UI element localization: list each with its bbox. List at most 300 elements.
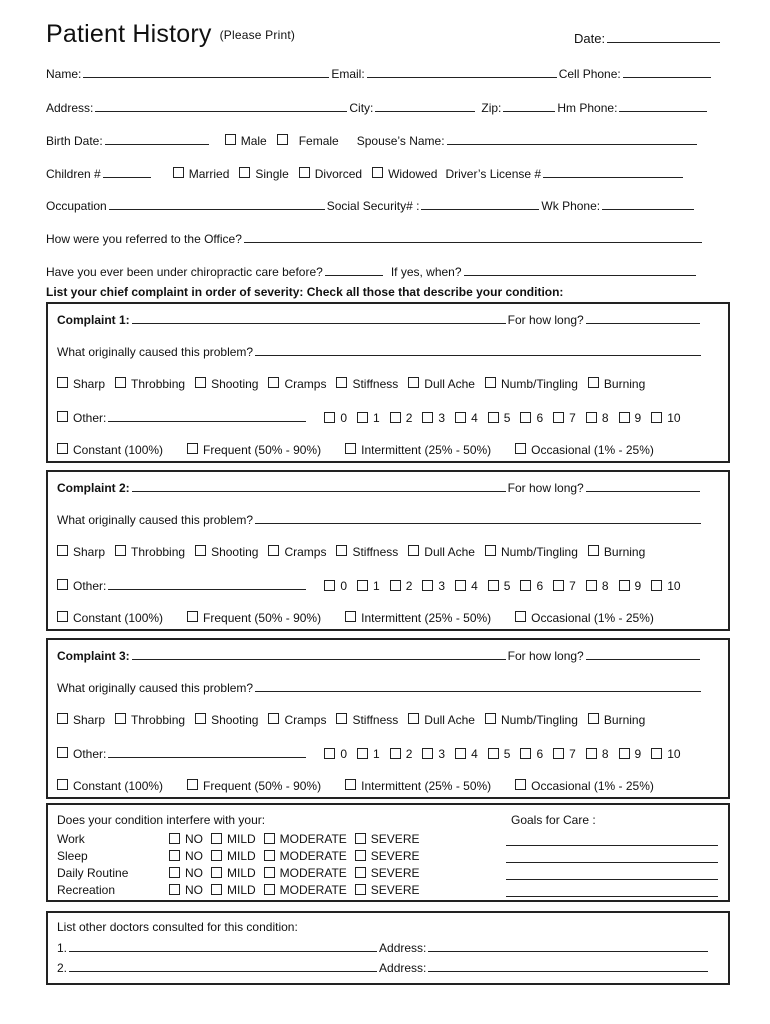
scale-10-label: 10 <box>667 747 681 761</box>
row-referred <box>46 231 704 246</box>
row-birth <box>46 133 699 148</box>
sharp-checkbox[interactable] <box>57 377 68 388</box>
female-checkbox[interactable] <box>277 134 288 145</box>
scale-7-label: 7 <box>569 747 576 761</box>
stiffness-checkbox[interactable] <box>336 713 347 724</box>
severity-no-checkbox[interactable] <box>169 833 180 844</box>
doctor-name-line[interactable] <box>69 940 377 952</box>
scale-5-label: 5 <box>503 411 511 425</box>
sharp-checkbox[interactable] <box>57 713 68 724</box>
frequent-checkbox[interactable] <box>187 611 198 622</box>
other-checkbox[interactable] <box>57 411 68 422</box>
dull-ache-label: Dull Ache <box>424 713 475 727</box>
scale-5-checkbox[interactable] <box>488 580 499 591</box>
doctor-address-line[interactable] <box>428 940 708 952</box>
chiro-line[interactable] <box>325 264 383 276</box>
widowed-label: Widowed <box>388 167 438 181</box>
other-scale-row <box>57 578 681 593</box>
birth-line[interactable] <box>105 133 209 145</box>
severity-no-checkbox[interactable] <box>169 867 180 878</box>
hm-phone-label: Hm Phone: <box>557 101 618 115</box>
severity-no-checkbox[interactable] <box>169 884 180 895</box>
dull-ache-checkbox[interactable] <box>408 545 419 556</box>
row-address <box>46 100 709 115</box>
throbbing-checkbox[interactable] <box>115 377 126 388</box>
severity-table <box>57 830 427 898</box>
severity-row-label-cell <box>57 864 169 881</box>
severity-mild-checkbox[interactable] <box>211 833 222 844</box>
scale-10-checkbox[interactable] <box>651 412 662 423</box>
severity-mild-label: MILD <box>227 831 256 846</box>
for-how-long-label: For how long? <box>507 481 584 495</box>
severity-mild-checkbox[interactable] <box>211 867 222 878</box>
intermittent-checkbox[interactable] <box>345 443 356 454</box>
city-label: City: <box>349 101 374 115</box>
spouse-line[interactable] <box>447 133 697 145</box>
stiffness-label: Stiffness <box>352 377 399 391</box>
numb-tingling-label: Numb/Tingling <box>500 377 578 391</box>
scale-10-checkbox[interactable] <box>651 748 662 759</box>
severity-moderate-checkbox[interactable] <box>264 867 275 878</box>
severity-row-label-cell <box>57 830 169 847</box>
scale-3-label: 3 <box>438 747 446 761</box>
scale-9-checkbox[interactable] <box>619 412 630 423</box>
doctor-address-line[interactable] <box>428 960 708 972</box>
date-label: Date: <box>574 31 606 46</box>
scale-4-label: 4 <box>471 411 478 425</box>
scale-7-label: 7 <box>569 579 576 593</box>
symptoms-row <box>57 545 645 559</box>
interference-table <box>57 830 427 898</box>
severity-mild-checkbox[interactable] <box>211 850 222 861</box>
cause-label: What originally caused this problem? <box>57 513 254 527</box>
intermittent-label: Intermittent (25% - 50%) <box>361 611 492 625</box>
complaint-line[interactable] <box>132 480 506 492</box>
throbbing-label: Throbbing <box>131 377 186 391</box>
scale-10-label: 10 <box>667 411 681 425</box>
numb-tingling-label: Numb/Tingling <box>500 713 578 727</box>
zip-line[interactable] <box>503 100 555 112</box>
sharp-label: Sharp <box>73 713 106 727</box>
complaint-line[interactable] <box>132 312 506 324</box>
other-checkbox[interactable] <box>57 579 68 590</box>
widowed-checkbox[interactable] <box>372 167 383 178</box>
burning-label: Burning <box>603 713 646 727</box>
other-scale-row <box>57 746 681 761</box>
other-label: Other: <box>73 579 107 593</box>
scale-2-checkbox[interactable] <box>390 412 401 423</box>
cell-label: Cell Phone: <box>558 67 621 81</box>
cause-line[interactable] <box>255 680 701 692</box>
scale-7-checkbox[interactable] <box>553 580 564 591</box>
frequent-label: Frequent (50% - 90%) <box>203 779 322 793</box>
severity-moderate-label: MODERATE <box>279 865 347 880</box>
scale-1-checkbox[interactable] <box>357 748 368 759</box>
shooting-checkbox[interactable] <box>195 545 206 556</box>
doctor-number: 2. <box>57 961 68 975</box>
severity-severe-label: SEVERE <box>370 865 420 880</box>
scale-4-checkbox[interactable] <box>455 412 466 423</box>
referred-label: How were you referred to the Office? <box>46 232 242 246</box>
single-label: Single <box>255 167 289 181</box>
severity-severe-label: SEVERE <box>370 831 420 846</box>
cause-line[interactable] <box>255 512 701 524</box>
dull-ache-label: Dull Ache <box>424 545 475 559</box>
interference-box <box>46 803 730 902</box>
scale-4-checkbox[interactable] <box>455 580 466 591</box>
license-line[interactable] <box>543 166 683 178</box>
scale-6-checkbox[interactable] <box>520 412 531 423</box>
intermittent-checkbox[interactable] <box>345 779 356 790</box>
severity-moderate-label: MODERATE <box>279 831 347 846</box>
title-subtitle: (Please Print) <box>219 28 296 42</box>
numb-tingling-checkbox[interactable] <box>485 377 496 388</box>
scale-9-checkbox[interactable] <box>619 580 630 591</box>
scale-8-label: 8 <box>601 411 609 425</box>
scale-3-checkbox[interactable] <box>422 412 433 423</box>
severity-row-label: Work <box>57 831 85 846</box>
severity-option-cell <box>355 830 428 847</box>
scale-6-label: 6 <box>536 411 544 425</box>
scale-10-checkbox[interactable] <box>651 580 662 591</box>
cause-row <box>57 512 703 527</box>
severity-option-cell <box>264 881 355 898</box>
scale-3-checkbox[interactable] <box>422 580 433 591</box>
complaint-label: Complaint 1: <box>57 313 130 327</box>
cramps-label: Cramps <box>284 545 327 559</box>
wk-phone-line[interactable] <box>602 198 694 210</box>
frequency-row <box>57 611 668 625</box>
male-checkbox[interactable] <box>225 134 236 145</box>
for-how-long-line[interactable] <box>586 648 700 660</box>
severity-option-cell <box>211 864 264 881</box>
sharp-label: Sharp <box>73 545 106 559</box>
cramps-checkbox[interactable] <box>268 545 279 556</box>
doctor-row-1 <box>57 940 710 955</box>
scale-6-label: 6 <box>536 747 544 761</box>
scale-2-label: 2 <box>405 747 413 761</box>
severity-moderate-checkbox[interactable] <box>264 850 275 861</box>
complaint-line[interactable] <box>132 648 506 660</box>
other-line[interactable] <box>108 578 306 590</box>
scale-4-label: 4 <box>471 747 478 761</box>
wk-phone-label: Wk Phone: <box>541 199 601 213</box>
row-children <box>46 166 685 181</box>
scale-2-label: 2 <box>405 411 413 425</box>
occupation-label: Occupation <box>46 199 107 213</box>
other-label: Other: <box>73 411 107 425</box>
severity-row <box>57 864 427 881</box>
for-how-long-label: For how long? <box>507 649 584 663</box>
cramps-label: Cramps <box>284 377 327 391</box>
dull-ache-label: Dull Ache <box>424 377 475 391</box>
scale-0-checkbox[interactable] <box>324 748 335 759</box>
scale-6-checkbox[interactable] <box>520 580 531 591</box>
row-occupation <box>46 198 696 213</box>
spouse-label: Spouse’s Name: <box>356 134 445 148</box>
severity-severe-label: SEVERE <box>370 882 420 897</box>
frequent-label: Frequent (50% - 90%) <box>203 611 322 625</box>
married-label: Married <box>188 167 230 181</box>
scale-3-checkbox[interactable] <box>422 748 433 759</box>
scale-0-label: 0 <box>340 411 348 425</box>
cramps-label: Cramps <box>284 713 327 727</box>
severity-option-cell <box>355 847 428 864</box>
scale-10-label: 10 <box>667 579 681 593</box>
dull-ache-checkbox[interactable] <box>408 713 419 724</box>
constant-checkbox[interactable] <box>57 443 68 454</box>
severity-no-checkbox[interactable] <box>169 850 180 861</box>
intermittent-checkbox[interactable] <box>345 611 356 622</box>
pain-scale <box>314 411 680 425</box>
severity-severe-checkbox[interactable] <box>355 867 366 878</box>
pain-scale <box>314 747 680 761</box>
cramps-checkbox[interactable] <box>268 377 279 388</box>
throbbing-label: Throbbing <box>131 713 186 727</box>
severity-option-cell <box>169 847 211 864</box>
page-title <box>46 20 295 49</box>
complaint-box <box>46 470 730 631</box>
sharp-label: Sharp <box>73 377 106 391</box>
scale-7-checkbox[interactable] <box>553 412 564 423</box>
scale-3-label: 3 <box>438 579 446 593</box>
cause-line[interactable] <box>255 344 701 356</box>
severity-severe-checkbox[interactable] <box>355 833 366 844</box>
scale-1-label: 1 <box>373 411 380 425</box>
doctor-number: 1. <box>57 941 68 955</box>
complaint-label: Complaint 2: <box>57 481 130 495</box>
constant-checkbox[interactable] <box>57 611 68 622</box>
license-label: Driver’s License # <box>445 167 542 181</box>
severity-row-label-cell <box>57 847 169 864</box>
single-checkbox[interactable] <box>239 167 250 178</box>
email-label: Email: <box>331 67 365 81</box>
date-line[interactable] <box>607 31 720 43</box>
cause-row <box>57 680 703 695</box>
complaint-box <box>46 638 730 799</box>
severity-moderate-checkbox[interactable] <box>264 884 275 895</box>
scale-2-checkbox[interactable] <box>390 580 401 591</box>
doctor-row-2 <box>57 960 710 975</box>
scale-6-label: 6 <box>536 579 544 593</box>
name-label: Name: <box>46 67 82 81</box>
email-line[interactable] <box>367 66 557 78</box>
dull-ache-checkbox[interactable] <box>408 377 419 388</box>
severity-moderate-label: MODERATE <box>279 848 347 863</box>
severity-row-label-cell <box>57 881 169 898</box>
severity-mild-label: MILD <box>227 882 256 897</box>
numb-tingling-checkbox[interactable] <box>485 545 496 556</box>
scale-1-checkbox[interactable] <box>357 412 368 423</box>
other-scale-row <box>57 410 681 425</box>
title-text: Patient History <box>46 20 212 48</box>
scale-1-checkbox[interactable] <box>357 580 368 591</box>
address-line[interactable] <box>95 100 347 112</box>
children-label: Children # <box>46 167 101 181</box>
scale-5-checkbox[interactable] <box>488 412 499 423</box>
shooting-label: Shooting <box>211 545 259 559</box>
doctors-box <box>46 911 730 985</box>
severity-no-label: NO <box>185 882 203 897</box>
goals-line[interactable] <box>506 834 718 846</box>
numb-tingling-checkbox[interactable] <box>485 713 496 724</box>
scale-0-label: 0 <box>340 747 348 761</box>
cause-label: What originally caused this problem? <box>57 681 254 695</box>
scale-8-checkbox[interactable] <box>586 412 597 423</box>
referred-line[interactable] <box>244 231 702 243</box>
scale-9-label: 9 <box>634 747 642 761</box>
stiffness-label: Stiffness <box>352 545 399 559</box>
children-line[interactable] <box>103 166 151 178</box>
doctor-address-label: Address: <box>379 941 427 955</box>
frequency-row <box>57 443 668 457</box>
zip-label: Zip: <box>481 101 502 115</box>
scale-3-label: 3 <box>438 411 446 425</box>
burning-checkbox[interactable] <box>588 713 599 724</box>
severity-mild-checkbox[interactable] <box>211 884 222 895</box>
severity-option-cell <box>211 847 264 864</box>
married-checkbox[interactable] <box>173 167 184 178</box>
scale-7-label: 7 <box>569 411 576 425</box>
complaint-box <box>46 302 730 463</box>
address-label: Address: <box>46 101 94 115</box>
severity-row <box>57 881 427 898</box>
severity-row-label: Recreation <box>57 882 116 897</box>
goals-label: Goals for Care : <box>511 813 596 827</box>
ifyes-line[interactable] <box>464 264 696 276</box>
other-line[interactable] <box>108 746 306 758</box>
complaint-row <box>57 312 702 327</box>
complaint-row <box>57 648 702 663</box>
severity-row-label: Daily Routine <box>57 865 129 880</box>
intermittent-label: Intermittent (25% - 50%) <box>361 779 492 793</box>
scale-6-checkbox[interactable] <box>520 748 531 759</box>
occasional-label: Occasional (1% - 25%) <box>531 443 654 457</box>
numb-tingling-label: Numb/Tingling <box>500 545 578 559</box>
cramps-checkbox[interactable] <box>268 713 279 724</box>
burning-checkbox[interactable] <box>588 377 599 388</box>
occasional-label: Occasional (1% - 25%) <box>531 611 654 625</box>
scale-8-checkbox[interactable] <box>586 748 597 759</box>
constant-checkbox[interactable] <box>57 779 68 790</box>
severity-row <box>57 847 427 864</box>
occasional-checkbox[interactable] <box>515 779 526 790</box>
shooting-checkbox[interactable] <box>195 713 206 724</box>
severity-option-cell <box>169 830 211 847</box>
doctors-label: List other doctors consulted for this condition: <box>57 920 298 934</box>
throbbing-checkbox[interactable] <box>115 713 126 724</box>
burning-label: Burning <box>603 377 646 391</box>
goals-line[interactable] <box>506 868 718 880</box>
occasional-checkbox[interactable] <box>515 443 526 454</box>
name-line[interactable] <box>83 66 329 78</box>
scale-0-label: 0 <box>340 579 348 593</box>
severity-severe-checkbox[interactable] <box>355 850 366 861</box>
goals-line[interactable] <box>506 851 718 863</box>
scale-9-label: 9 <box>634 579 642 593</box>
throbbing-checkbox[interactable] <box>115 545 126 556</box>
hm-phone-line[interactable] <box>619 100 707 112</box>
scale-8-label: 8 <box>601 747 609 761</box>
frequent-checkbox[interactable] <box>187 779 198 790</box>
for-how-long-line[interactable] <box>586 312 700 324</box>
divorced-checkbox[interactable] <box>299 167 310 178</box>
burning-checkbox[interactable] <box>588 545 599 556</box>
other-checkbox[interactable] <box>57 747 68 758</box>
severity-row-label: Sleep <box>57 848 88 863</box>
ifyes-label: If yes, when? <box>390 265 462 279</box>
scale-2-checkbox[interactable] <box>390 748 401 759</box>
severity-row <box>57 830 427 847</box>
severity-option-cell <box>169 864 211 881</box>
shooting-checkbox[interactable] <box>195 377 206 388</box>
cause-label: What originally caused this problem? <box>57 345 254 359</box>
scale-2-label: 2 <box>405 579 413 593</box>
occupation-line[interactable] <box>109 198 325 210</box>
divorced-label: Divorced <box>314 167 363 181</box>
scale-4-label: 4 <box>471 579 478 593</box>
other-label: Other: <box>73 747 107 761</box>
date-field[interactable] <box>574 31 722 46</box>
ssn-label: Social Security# : <box>326 199 420 213</box>
severity-no-label: NO <box>185 848 203 863</box>
scale-8-checkbox[interactable] <box>586 580 597 591</box>
stiffness-checkbox[interactable] <box>336 545 347 556</box>
severity-moderate-checkbox[interactable] <box>264 833 275 844</box>
symptoms-row <box>57 713 645 727</box>
doctor-name-line[interactable] <box>69 960 377 972</box>
scale-9-label: 9 <box>634 411 642 425</box>
cause-row <box>57 344 703 359</box>
for-how-long-line[interactable] <box>586 480 700 492</box>
scale-9-checkbox[interactable] <box>619 748 630 759</box>
occasional-checkbox[interactable] <box>515 611 526 622</box>
complaint-row <box>57 480 702 495</box>
row-chiro <box>46 264 698 279</box>
for-how-long-label: For how long? <box>507 313 584 327</box>
complaint-instructions: List your chief complaint in order of severity: Check all those that describe your condition: <box>46 285 564 299</box>
severity-mild-label: MILD <box>227 848 256 863</box>
other-line[interactable] <box>108 410 306 422</box>
severity-severe-checkbox[interactable] <box>355 884 366 895</box>
severity-option-cell <box>355 864 428 881</box>
shooting-label: Shooting <box>211 377 259 391</box>
constant-label: Constant (100%) <box>73 443 164 457</box>
scale-0-checkbox[interactable] <box>324 580 335 591</box>
constant-label: Constant (100%) <box>73 611 164 625</box>
symptoms-row <box>57 377 645 391</box>
stiffness-checkbox[interactable] <box>336 377 347 388</box>
severity-moderate-label: MODERATE <box>279 882 347 897</box>
shooting-label: Shooting <box>211 713 259 727</box>
sharp-checkbox[interactable] <box>57 545 68 556</box>
cell-line[interactable] <box>623 66 711 78</box>
frequent-checkbox[interactable] <box>187 443 198 454</box>
scale-7-checkbox[interactable] <box>553 748 564 759</box>
scale-5-checkbox[interactable] <box>488 748 499 759</box>
ssn-line[interactable] <box>421 198 539 210</box>
severity-option-cell <box>211 830 264 847</box>
scale-4-checkbox[interactable] <box>455 748 466 759</box>
city-line[interactable] <box>375 100 475 112</box>
frequency-row <box>57 779 668 793</box>
goals-line[interactable] <box>506 885 718 897</box>
scale-0-checkbox[interactable] <box>324 412 335 423</box>
stiffness-label: Stiffness <box>352 713 399 727</box>
scale-5-label: 5 <box>503 747 511 761</box>
scale-1-label: 1 <box>373 579 380 593</box>
chiro-label: Have you ever been under chiropractic care before? <box>46 265 323 279</box>
